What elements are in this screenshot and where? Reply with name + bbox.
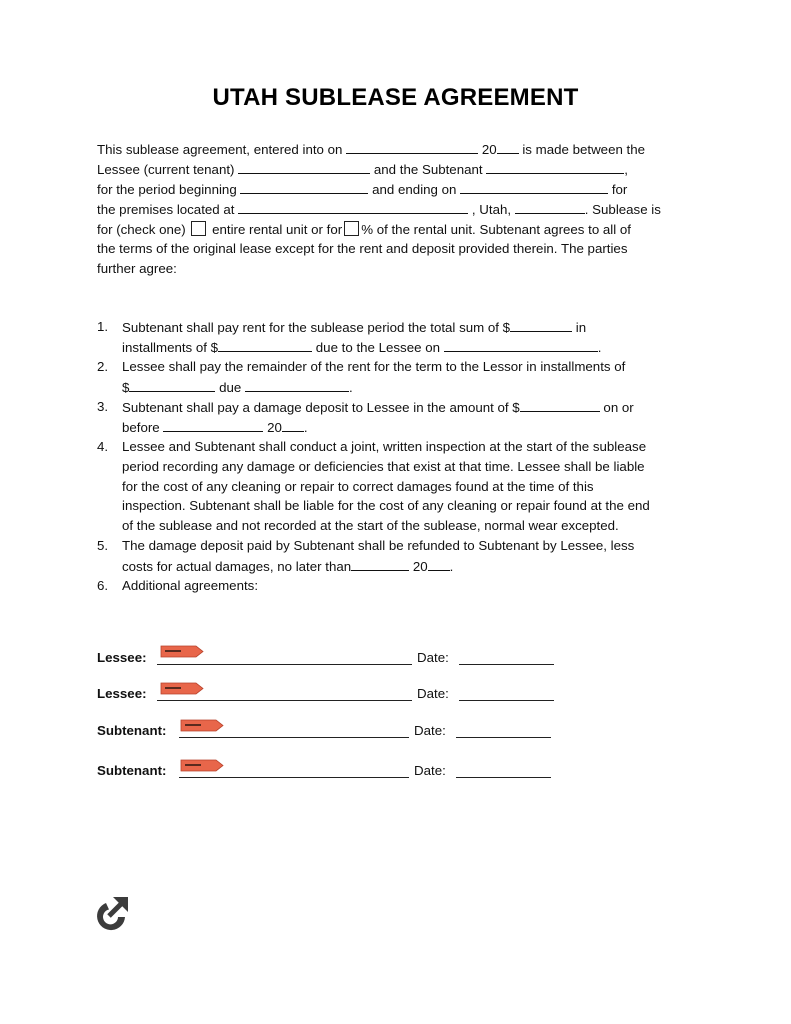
subtenant-2-signature-field[interactable] — [179, 777, 409, 778]
installment-amount-field[interactable] — [218, 339, 312, 352]
percent-unit-checkbox[interactable] — [344, 221, 359, 236]
lessee-1-signature-field[interactable] — [157, 664, 412, 665]
clause-number: 3. — [97, 399, 109, 414]
clause-1-line-2: installments of $ due to the Lessee on . — [122, 340, 602, 355]
intro-line-7: further agree: — [97, 261, 177, 276]
clause-3-line-1: Subtenant shall pay a damage deposit to Lessee in the amount of $ on or — [122, 400, 634, 415]
curved-arrow-logo-icon — [92, 893, 132, 937]
total-rent-field[interactable] — [510, 319, 572, 332]
intro-line-3: for the period beginning and ending on for — [97, 182, 628, 197]
refund-date-field[interactable] — [351, 558, 409, 571]
period-begin-field[interactable] — [240, 181, 368, 194]
clause-4-line-1: Lessee and Subtenant shall conduct a joint, written inspection at the start of the sublease — [122, 439, 647, 454]
clause-number: 6. — [97, 578, 109, 593]
clause-6-line-1: Additional agreements: — [122, 578, 259, 593]
clause-2-line-1: Lessee shall pay the remainder of the rent for the term to the Lessor in installments of — [122, 359, 626, 374]
clause-5-line-2: costs for actual damages, no later than 20 . — [122, 559, 454, 574]
lessee-1-date-field[interactable] — [459, 664, 554, 665]
lessor-due-field[interactable] — [245, 379, 349, 392]
clause-5-line-1: The damage deposit paid by Subtenant shall be refunded to Subtenant by Lessee, less — [122, 538, 635, 553]
clause-number: 5. — [97, 538, 109, 553]
period-end-field[interactable] — [460, 181, 608, 194]
intro-line-5: for (check one) entire rental unit or for % of the rental unit. Subtenant agrees to all of — [97, 222, 631, 237]
clause-number: 1. — [97, 319, 109, 334]
intro-line-1: This sublease agreement, entered into on 20 is made between the — [97, 142, 646, 157]
agreement-date-field[interactable] — [346, 141, 478, 154]
lessor-installment-field[interactable] — [129, 379, 215, 392]
lessee-2-date-field[interactable] — [459, 700, 554, 701]
clause-1-line-1: Subtenant shall pay rent for the sublease period the total sum of $ in — [122, 320, 587, 335]
subtenant-1-date-field[interactable] — [456, 737, 551, 738]
page-title: UTAH SUBLEASE AGREEMENT — [212, 84, 579, 111]
subtenant-1-signature-field[interactable] — [179, 737, 409, 738]
sign-here-tag-icon — [180, 719, 224, 732]
clause-3-line-2: before 20 . — [122, 420, 308, 435]
deposit-due-year-field[interactable] — [282, 419, 304, 432]
sign-here-tag-icon — [160, 645, 204, 658]
intro-line-4: the premises located at , Utah, . Sublease is — [97, 202, 661, 217]
lessee-name-field[interactable] — [238, 161, 370, 174]
zip-field[interactable] — [515, 201, 585, 214]
deposit-due-date-field[interactable] — [163, 419, 263, 432]
deposit-amount-field[interactable] — [520, 399, 600, 412]
premises-address-field[interactable] — [238, 201, 468, 214]
clause-4-line-3: for the cost of any cleaning or repair to correct damages found at the time of this — [122, 479, 594, 494]
clause-4-line-4: inspection. Subtenant shall be liable for the cost of any cleaning or repair found at the end — [122, 498, 650, 513]
subtenant-name-field[interactable] — [486, 161, 624, 174]
subtenant-2-date-field[interactable] — [456, 777, 551, 778]
refund-year-field[interactable] — [428, 558, 450, 571]
entire-unit-checkbox[interactable] — [191, 221, 206, 236]
clause-4-line-2: period recording any damage or deficiencies that exist at that time. Lessee shall be liable — [122, 459, 645, 474]
agreement-year-field[interactable] — [497, 141, 519, 154]
sign-here-tag-icon — [160, 682, 204, 695]
clause-number: 4. — [97, 439, 109, 454]
clause-4-line-5: of the sublease and not recorded at the start of the sublease, normal wear excepted. — [122, 518, 619, 533]
sign-here-tag-icon — [180, 759, 224, 772]
installment-due-field[interactable] — [444, 339, 598, 352]
clause-number: 2. — [97, 359, 109, 374]
intro-line-2: Lessee (current tenant) and the Subtenant , — [97, 162, 628, 177]
intro-line-6: the terms of the original lease except for the rent and deposit provided therein. The parties — [97, 241, 628, 256]
lessee-2-signature-field[interactable] — [157, 700, 412, 701]
clause-2-line-2: $ due . — [122, 380, 353, 395]
